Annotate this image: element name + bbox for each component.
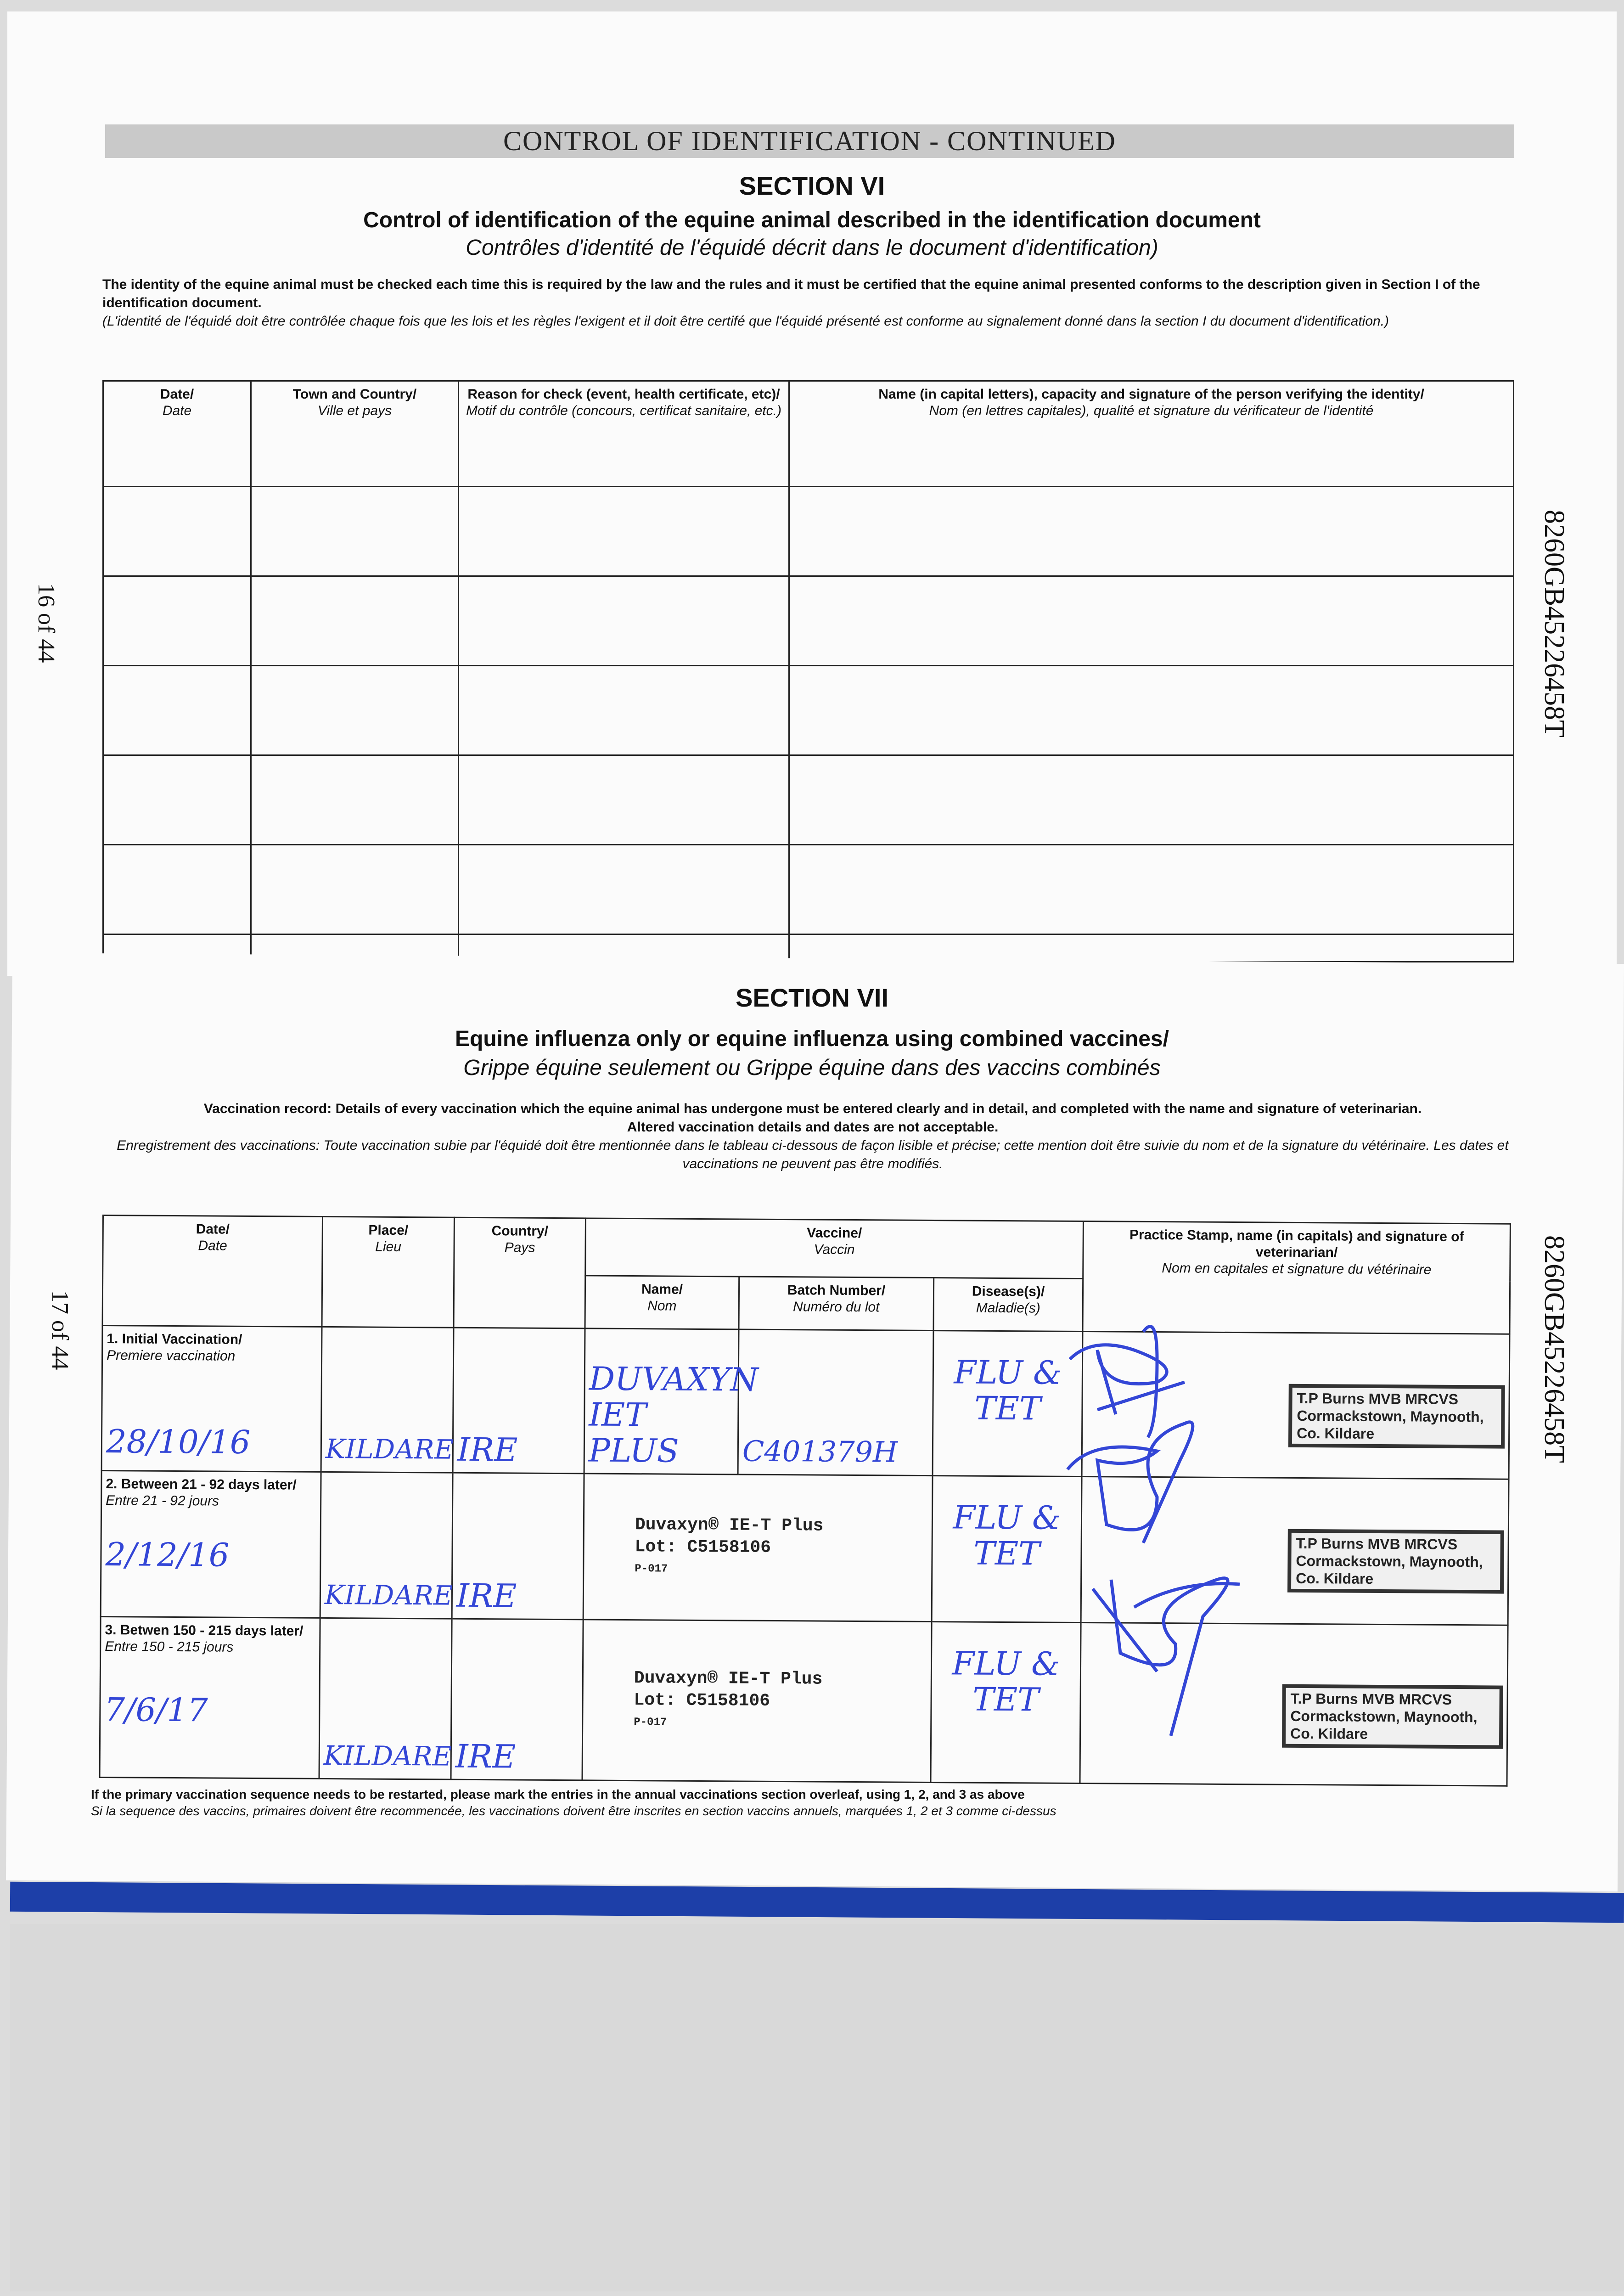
section6-title: Control of identification of the equine animal described in the identification document [363,208,1261,232]
vet-stamp: T.P Burns MVB MRCVS Cormackstown, Maynooth, Co. Kildare [1287,1529,1504,1594]
identification-table [102,380,1514,962]
document-number-top: 8260GB45226458T [1539,510,1570,737]
section6-heading: SECTION VI [739,171,885,200]
page-number-17: 17 of 44 [47,1290,73,1370]
place-value: KILDARE [324,1579,453,1611]
col-date: Date/ Date [102,1216,322,1327]
section7-subtitle: Grippe équine seulement ou Grippe équine dans des vaccins combinés [463,1056,1161,1080]
col-reason: Reason for check (event, health certificate, etc)/ Motif du contrôle (concours, certificat sanitaire, etc.) [459,381,789,487]
section6-intro [102,276,1517,331]
row-label: 1. Initial Vaccination/ Premiere vaccination 28/10/16 [101,1326,322,1472]
vaccine-name-value: DUVAXYN IET PLUS [588,1360,759,1470]
place-value: KILDARE [325,1433,454,1465]
table-row [103,487,1514,576]
table-row [103,845,1514,934]
vet-stamp: T.P Burns MVB MRCVS Cormackstown, Maynooth, Co. Kildare [1282,1684,1503,1749]
col-town: Town and Country/ Ville et pays [251,381,459,487]
col-disease: Disease(s)/ Maladie(s) [933,1278,1083,1332]
col-verifier: Name (in capital letters), capacity and signature of the person verifying the identity/ Nom (en lettres capitales), qualité et signature du vérificateur de l'identité [789,381,1514,487]
table-row [103,576,1514,666]
section7-title: Equine influenza only or equine influenza using combined vaccines/ [455,1027,1169,1051]
country-value: IRE [457,1430,518,1469]
disease-value: FLU & TET [952,1644,1060,1719]
country-value: IRE [455,1737,516,1776]
section7-heading: SECTION VII [736,983,888,1012]
country-value: IRE [456,1576,517,1615]
table-row [103,755,1514,845]
section-banner: CONTROL OF IDENTIFICATION - CONTINUED [105,124,1514,158]
date-value: 2/12/16 [105,1536,230,1574]
col-vet: Practice Stamp, name (in capitals) and signature of veterinarian/ Nom en capitales et signature du vétérinaire [1083,1221,1510,1334]
col-date: Date/ Date [103,381,251,487]
vet-stamp: T.P Burns MVB MRCVS Cormackstown, Maynooth, Co. Kildare [1288,1384,1505,1449]
intro-en-2: Altered vaccination details and dates are not acceptable. [627,1120,999,1135]
page-number-16: 16 of 44 [33,583,59,663]
section6-subtitle: Contrôles d'identité de l'équidé décrit dans le document d'identification) [466,236,1158,260]
vaccination-table [99,1215,1511,1787]
table-row [101,1326,1510,1480]
scanner-background [10,1924,1624,2291]
intro-fr: (L'identité de l'équidé doit être contrôlée chaque fois que les lois et les règles l'exigent et il doit être certifé que l'équidé présenté est conforme au signalement donné dans la section I du document d'identification.) [102,314,1389,329]
footer-en: If the primary vaccination sequence needs to be restarted, please mark the entries in the annual vaccinations section overleaf, using 1, 2, and 3 as above [91,1787,1025,1801]
footer-fr: Si la sequence des vaccins, primaires doivent être recommencée, les vaccinations doivent être inscrites en section vaccins annuels, marquées 1, 2 et 3 comme ci-dessus [91,1804,1056,1818]
table-row [103,666,1514,755]
col-vaccine-name: Name/ Nom [585,1276,739,1329]
table-row: 2. Between 21 - 92 days later/ Entre 21 - 92 jours 2/12/16 KILDARE IRE Duvaxyn® IE-T Plus Lot: C5158106 P-017 FLU & TET T.P Burns MVB MRCVS Cormackstown, Maynooth, Co. Kildare [101,1470,1509,1625]
document-number-bottom: 8260GB45226458T [1539,1235,1570,1463]
batch-value: C401379H [742,1434,898,1469]
disease-value: FLU & TET [954,1353,1062,1428]
date-value: 7/6/17 [104,1691,208,1729]
vaccine-label-sticker: Duvaxyn® IE-T Plus Lot: C5158106 P-017 [635,1514,824,1576]
col-batch: Batch Number/ Numéro du lot [739,1277,934,1331]
col-vaccine: Vaccine/ Vaccin [585,1218,1084,1279]
veterinarian-signatures [1065,1322,1258,1782]
vaccination-footer [91,1786,1101,1819]
date-value: 28/10/16 [106,1423,251,1461]
table-row: 3. Betwen 150 - 215 days later/ Entre 150 - 215 jours 7/6/17 KILDARE IRE Duvaxyn® IE-T Plus Lot: C5158106 P-017 FLU & TET T.P Burns MVB MRCVS Cormackstown, Maynooth, Co. Kildare [100,1616,1508,1786]
disease-value: FLU & TET [953,1498,1061,1573]
col-place: Place/ Lieu [322,1216,454,1328]
place-value: KILDARE [323,1739,452,1772]
section7-intro [110,1100,1515,1173]
col-country: Country/ Pays [454,1217,585,1328]
vaccine-label-sticker: Duvaxyn® IE-T Plus Lot: C5158106 P-017 [634,1668,823,1729]
intro-en: Vaccination record: Details of every vaccination which the equine animal has undergone must be entered clearly and in detail, and completed with the name and signature of veterinarian. [203,1101,1422,1116]
intro-fr: Enregistrement des vaccinations: Toute vaccination subie par l'équidé doit être mentionnée dans le tableau ci-dessous de façon lisible et précise; cette mention doit être suivie du nom et de la signature du vétérinaire. Les dates et vaccinations ne peuvent pas être modifiés. [117,1138,1509,1171]
intro-en: The identity of the equine animal must be checked each time this is required by the law and the rules and it must be certified that the equine animal presented conforms to the description given in Section I of the identification document. [102,277,1480,310]
